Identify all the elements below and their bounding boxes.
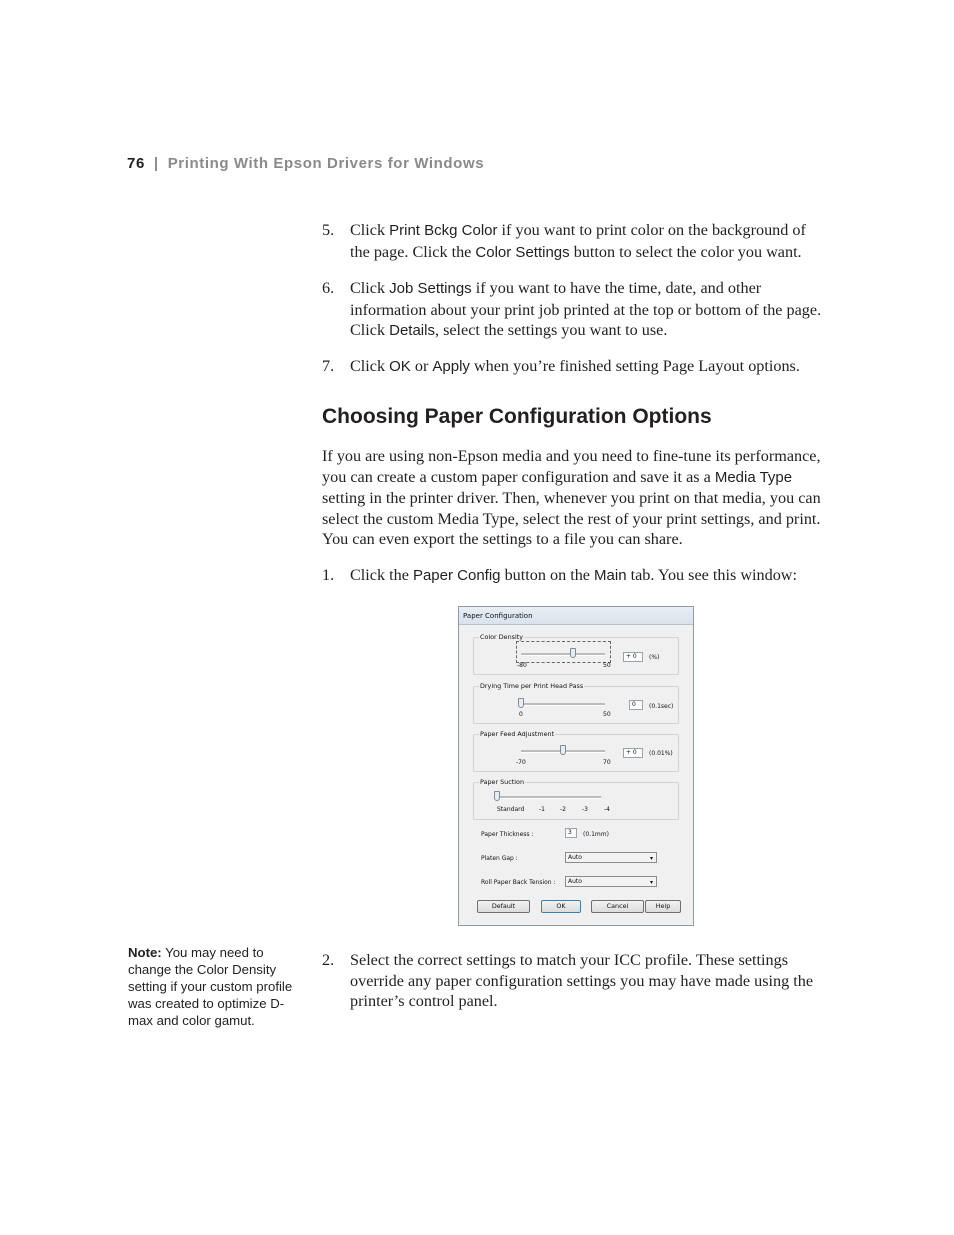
ui-term: Main xyxy=(594,567,627,584)
paper-feed-min: -70 xyxy=(516,759,526,766)
platen-gap-label: Platen Gap : xyxy=(481,855,518,862)
cancel-button[interactable]: Cancel xyxy=(591,900,644,913)
step-text: when you’re finished setting Page Layout options. xyxy=(469,357,800,375)
page-number: 76 xyxy=(127,155,145,172)
step-text: tab. You see this window: xyxy=(626,566,797,584)
step-2 xyxy=(322,950,828,1012)
drying-time-input[interactable]: 0 xyxy=(629,700,643,710)
ui-term: Apply xyxy=(432,358,470,375)
para-text: setting in the printer driver. Then, whenever you print on that media, you can select the custom Media Type, select the rest of your print settings, and print. You can even export the settings to a file you can share. xyxy=(322,489,821,549)
color-density-label: Color Density xyxy=(480,633,524,641)
chevron-down-icon: ▾ xyxy=(649,879,653,886)
drying-time-track[interactable] xyxy=(521,703,605,706)
step-text: Click xyxy=(350,279,390,297)
drying-time-unit: (0.1sec) xyxy=(649,703,674,710)
step-text: if you want to print color on the background of the page. Click the xyxy=(350,221,806,261)
paper-feed-slider[interactable] xyxy=(560,745,566,755)
focus-rectangle xyxy=(516,641,611,663)
running-header xyxy=(127,155,484,172)
drying-time-min: 0 xyxy=(519,711,523,718)
chapter-title: Printing With Epson Drivers for Windows xyxy=(167,155,485,172)
dialog-title: Paper Configuration xyxy=(463,612,533,620)
para-text: If you are using non-Epson media and you need to fine-tune its performance, you can create a custom paper configuration and save it as a xyxy=(322,447,821,486)
paper-thickness-unit: (0.1mm) xyxy=(583,831,609,838)
step-number: 6. xyxy=(322,279,335,297)
step-number: 1. xyxy=(322,566,335,584)
step-text: if you want to have the time, date, and other information about your print job printed at the top or bottom of the page. Click xyxy=(350,279,822,340)
note-text: You may need to change the Color Density setting if your custom profile was created to optimize D-max and color gamut. xyxy=(128,945,293,1029)
color-density-input[interactable]: + 0 xyxy=(623,652,643,662)
paper-suction-track[interactable] xyxy=(497,796,601,799)
drying-time-slider[interactable] xyxy=(518,698,524,708)
ui-term: OK xyxy=(389,358,411,375)
roll-tension-select[interactable] xyxy=(565,876,657,887)
paper-suction-tick: Standard xyxy=(497,806,525,813)
color-density-max: 50 xyxy=(603,662,611,669)
roll-tension-value: Auto xyxy=(568,878,582,885)
ui-term: Paper Config xyxy=(412,567,501,584)
step-text: Click the xyxy=(350,566,413,584)
help-button[interactable]: Help xyxy=(645,900,681,913)
color-density-unit: (%) xyxy=(649,654,660,661)
drying-time-label: Drying Time per Print Head Pass xyxy=(480,682,584,690)
roll-tension-label: Roll Paper Back Tension : xyxy=(481,879,556,886)
paper-thickness-input[interactable]: 3 xyxy=(565,828,577,838)
step-1 xyxy=(322,565,828,587)
paper-suction-tick: -1 xyxy=(539,806,545,813)
platen-gap-select[interactable] xyxy=(565,852,657,863)
paper-feed-input[interactable]: + 0 xyxy=(623,748,643,758)
ui-term: Details xyxy=(389,322,435,340)
default-button[interactable]: Default xyxy=(477,900,530,913)
margin-note xyxy=(128,944,298,1029)
paper-suction-group xyxy=(473,782,679,820)
paper-suction-slider[interactable] xyxy=(494,791,500,801)
note-label: Note: xyxy=(128,945,162,960)
platen-gap-value: Auto xyxy=(568,854,582,861)
step-text: Click xyxy=(350,357,390,375)
step-text: or xyxy=(410,357,433,375)
step-text: , select the settings you want to use. xyxy=(434,321,668,340)
section-heading: Choosing Paper Configuration Options xyxy=(322,405,712,428)
step-7 xyxy=(322,356,828,378)
step-text: Click xyxy=(350,221,390,239)
step-number: 2. xyxy=(322,951,335,969)
paper-suction-tick: -3 xyxy=(582,806,588,813)
step-6 xyxy=(322,278,828,342)
step-text: Select the correct settings to match your ICC profile. These settings override any paper configuration settings you may have made using the printer’s control panel. xyxy=(350,951,814,1011)
paper-thickness-label: Paper Thickness : xyxy=(481,831,534,838)
step-5 xyxy=(322,220,828,263)
color-density-slider[interactable] xyxy=(570,648,576,658)
drying-time-max: 50 xyxy=(603,711,611,718)
step-number: 5. xyxy=(322,221,335,239)
ui-term: Color Settings xyxy=(475,243,570,261)
paper-suction-tick: -2 xyxy=(560,806,566,813)
ui-term: Print Bckg Color xyxy=(389,222,498,239)
color-density-track[interactable] xyxy=(521,653,605,656)
paper-configuration-dialog xyxy=(458,606,694,926)
ui-term: Job Settings xyxy=(389,280,472,297)
paper-feed-unit: (0.01%) xyxy=(649,750,673,757)
chevron-down-icon: ▾ xyxy=(649,855,653,862)
color-density-min: -80 xyxy=(517,662,527,669)
step-number: 7. xyxy=(322,357,335,375)
paper-feed-label: Paper Feed Adjustment xyxy=(480,730,555,738)
header-separator: | xyxy=(153,155,159,172)
step-text: button to select the color you want. xyxy=(569,242,802,261)
ok-button[interactable]: OK xyxy=(541,900,581,913)
paper-feed-max: 70 xyxy=(603,759,611,766)
paper-suction-label: Paper Suction xyxy=(480,778,524,786)
ui-term: Media Type xyxy=(714,468,793,486)
paper-suction-tick: -4 xyxy=(604,806,610,813)
intro-paragraph xyxy=(322,446,828,550)
step-text: button on the xyxy=(500,566,595,584)
